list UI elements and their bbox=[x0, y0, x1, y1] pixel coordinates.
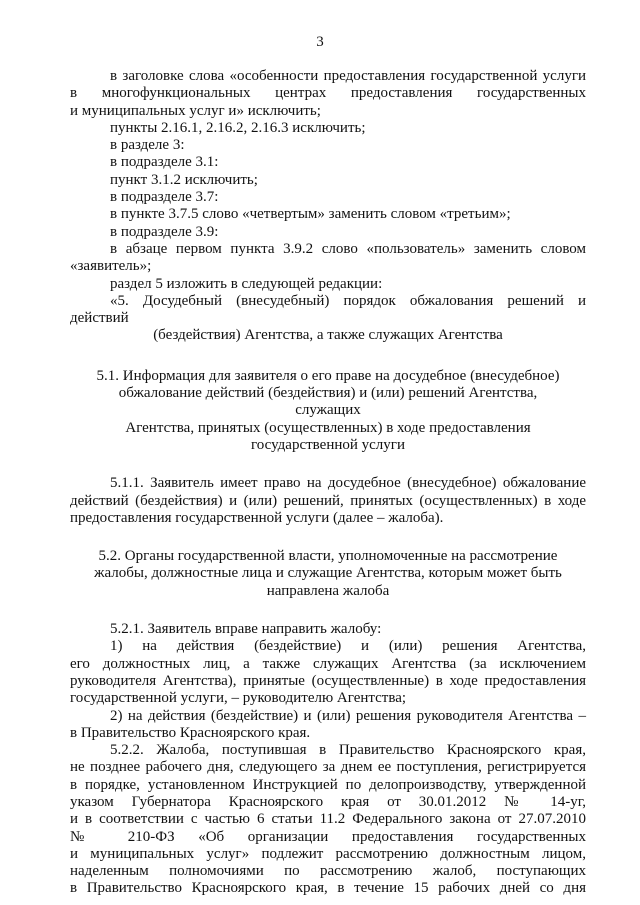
paragraph-5-2-1-item-1 bbox=[70, 638, 586, 707]
text-line: в абзаце первом пункта 3.9.2 слово «пользователь» заменить словом bbox=[110, 240, 586, 257]
text-line: действий (бездействия) и (или) решений, принятых (осуществленных) в ходе bbox=[70, 492, 586, 509]
subsection-5-1-heading bbox=[70, 368, 586, 454]
paragraph-5-2-1-item-2 bbox=[70, 708, 586, 743]
text-line: пункт 3.1.2 исключить; bbox=[110, 171, 258, 188]
text-line: в пункте 3.7.5 слово «четвертым» заменить словом «третьим»; bbox=[110, 206, 511, 223]
text-line: 5.1.1. Заявитель имеет право на досудебное (внесудебное) обжалование bbox=[110, 475, 586, 492]
section-5-title bbox=[70, 293, 586, 345]
text-line: «заявитель»; bbox=[70, 258, 152, 275]
text-line: 1) на действия (бездействие) и (или) решения Агентства, bbox=[110, 638, 586, 655]
text-line: 5.1. Информация для заявителя о его праве на досудебное (внесудебное) bbox=[96, 367, 560, 384]
text-line: и муниципальных услуг» подлежит рассмотрению должностным лицом, bbox=[70, 845, 586, 862]
text-line: в подразделе 3.7: bbox=[110, 189, 219, 206]
text-line: в Правительство Красноярского края, в течение 15 рабочих дней со дня bbox=[70, 880, 586, 897]
text-line: в Правительство Красноярского края. bbox=[70, 724, 311, 741]
text-line: направлена жалоба bbox=[266, 582, 390, 599]
paragraph-5-1-1 bbox=[70, 475, 586, 527]
text-line: в многофункциональных центрах предоставления государственных bbox=[70, 85, 586, 102]
text-line: раздел 5 изложить в следующей редакции: bbox=[110, 275, 383, 292]
text-line: руководителя Агентства), принятые (осуществленные) в ходе предоставления bbox=[70, 672, 586, 689]
text-line: обжалование действий (бездействия) и (или) решений Агентства, служащих bbox=[118, 385, 538, 419]
document-body bbox=[70, 68, 586, 898]
text-line: государственной услуги, – руководителю Агентства; bbox=[70, 690, 407, 707]
text-line: и в соответствии с частью 6 статьи 11.2 Федерального закона от 27.07.2010 bbox=[70, 811, 586, 828]
paragraph-5-2-2 bbox=[70, 742, 586, 898]
text-line: указом Губернатора Красноярского края от 30.01.2012 № 14-уг, bbox=[70, 793, 586, 810]
text-line: Агентства, принятых (осуществленных) в ходе предоставления bbox=[125, 419, 531, 436]
text-line: в подразделе 3.1: bbox=[110, 154, 219, 171]
text-line: № 210-ФЗ «Об организации предоставления государственных bbox=[70, 828, 586, 845]
subsection-5-2-heading bbox=[70, 548, 586, 600]
text-line: в порядке, установленном Инструкцией по делопроизводству, утвержденной bbox=[70, 776, 586, 793]
text-line: 5.2.2. Жалоба, поступившая в Правительство Красноярского края, bbox=[110, 742, 586, 759]
text-line: (бездействия) Агентства, а также служащих Агентства bbox=[153, 327, 503, 344]
text-line: 5.2. Органы государственной власти, уполномоченные на рассмотрение bbox=[98, 548, 558, 565]
text-line: не позднее рабочего дня, следующего за днем ее поступления, регистрируется bbox=[70, 759, 586, 776]
text-line: предоставления государственной услуги (далее – жалоба). bbox=[70, 509, 444, 526]
text-line: в разделе 3: bbox=[110, 137, 185, 154]
text-line: государственной услуги bbox=[251, 436, 405, 453]
text-line: 2) на действия (бездействие) и (или) решения руководителя Агентства – bbox=[110, 707, 586, 724]
text-line: пункты 2.16.1, 2.16.2, 2.16.3 исключить; bbox=[110, 119, 366, 136]
text-line: 5.2.1. Заявитель вправе направить жалобу: bbox=[110, 621, 382, 638]
text-line: «5. Досудебный (внесудебный) порядок обжалования решений и действий bbox=[70, 292, 586, 327]
paragraph-heading-removal bbox=[70, 68, 586, 120]
paragraph-3-9-2 bbox=[70, 241, 586, 276]
text-line: в подразделе 3.9: bbox=[110, 223, 219, 240]
page-number: 3 bbox=[316, 34, 324, 50]
text-line: наделенным полномочиями по рассмотрению жалоб, поступающих bbox=[70, 863, 586, 880]
text-line: его должностных лиц, а также служащих Агентства (за исключением bbox=[70, 655, 586, 672]
text-line: жалобы, должностные лица и служащие Агентства, которым может быть bbox=[94, 565, 562, 582]
text-line: и муниципальных услуг и» исключить; bbox=[70, 102, 321, 119]
text-line: в заголовке слова «особенности предоставления государственной услуги bbox=[110, 68, 586, 84]
